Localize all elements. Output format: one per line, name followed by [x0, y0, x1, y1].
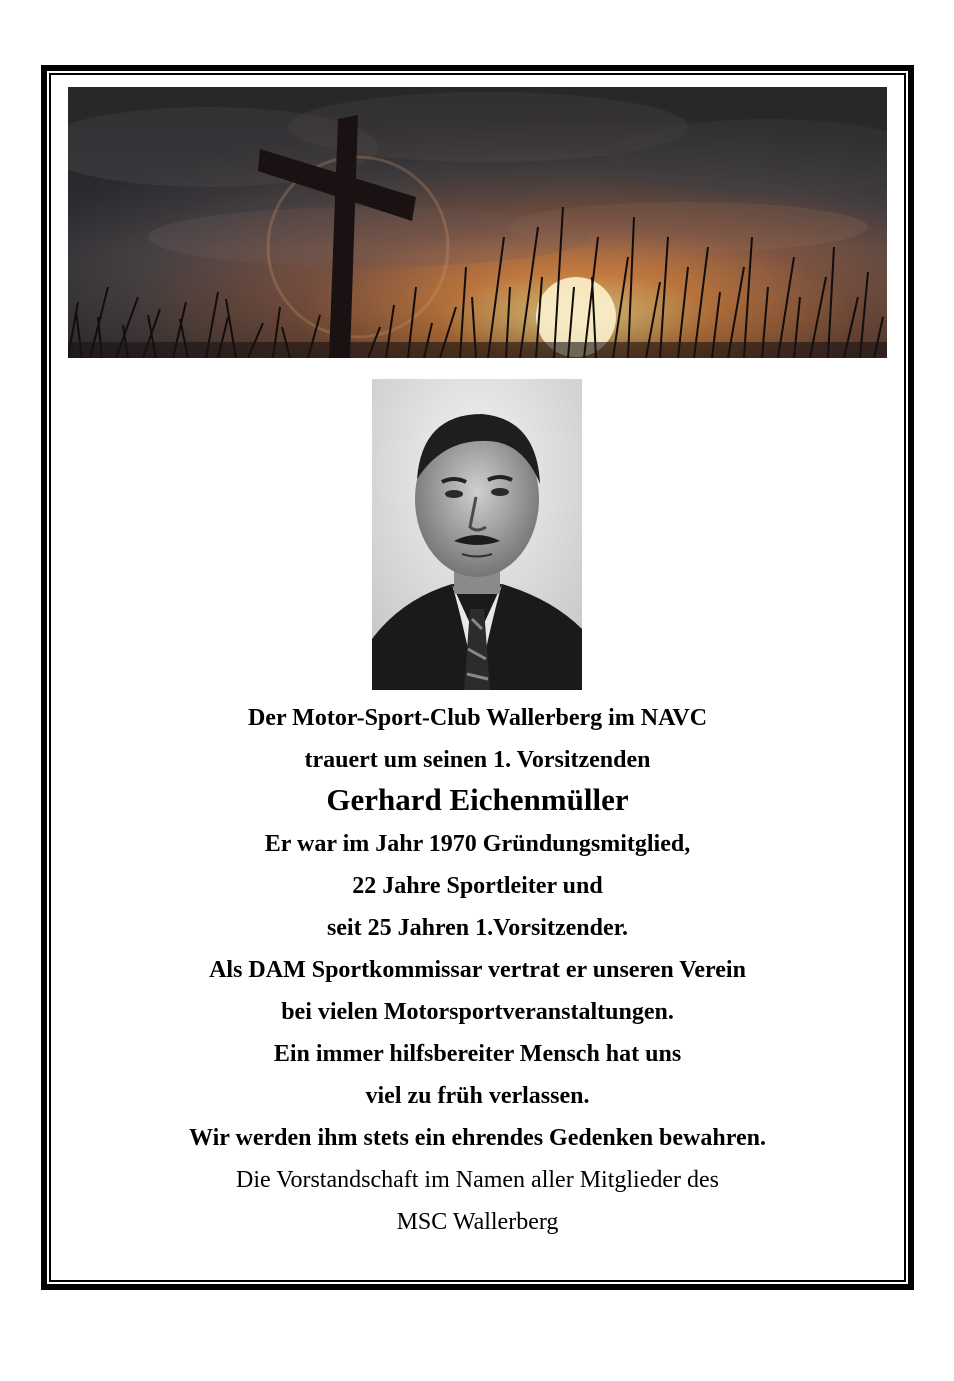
sports-director-line: 22 Jahre Sportleiter und [352, 873, 603, 899]
chairman-years-line: seit 25 Jahren 1.Vorsitzender. [326, 915, 629, 941]
chairman-line: trauert um seinen 1. Vorsitzenden [304, 747, 651, 773]
sunset-cross-banner [68, 87, 887, 358]
portrait-image [372, 379, 582, 690]
board-signature-line: Die Vorstandschaft im Namen aller Mitglieder des [236, 1167, 719, 1193]
helpful-person-line: Ein immer hilfsbereiter Mensch hat uns [273, 1041, 682, 1067]
remembrance-line: Wir werden ihm stets ein ehrendes Gedenken bewahren. [189, 1125, 766, 1151]
founding-member-line: Er war im Jahr 1970 Gründungsmitglied, [264, 831, 691, 857]
events-line: bei vielen Motorsportveranstaltungen. [281, 999, 674, 1025]
club-signature-line: MSC Wallerberg [396, 1209, 559, 1235]
deceased-name: Gerhard Eichenmüller [326, 782, 629, 817]
banner-image [68, 87, 887, 358]
club-mourns-line: Der Motor-Sport-Club Wallerberg im NAVC [247, 705, 708, 731]
portrait-photo [372, 379, 582, 690]
left-too-early-line: viel zu früh verlassen. [365, 1083, 590, 1109]
commissioner-line: Als DAM Sportkommissar vertrat er unseren Verein [209, 957, 746, 983]
